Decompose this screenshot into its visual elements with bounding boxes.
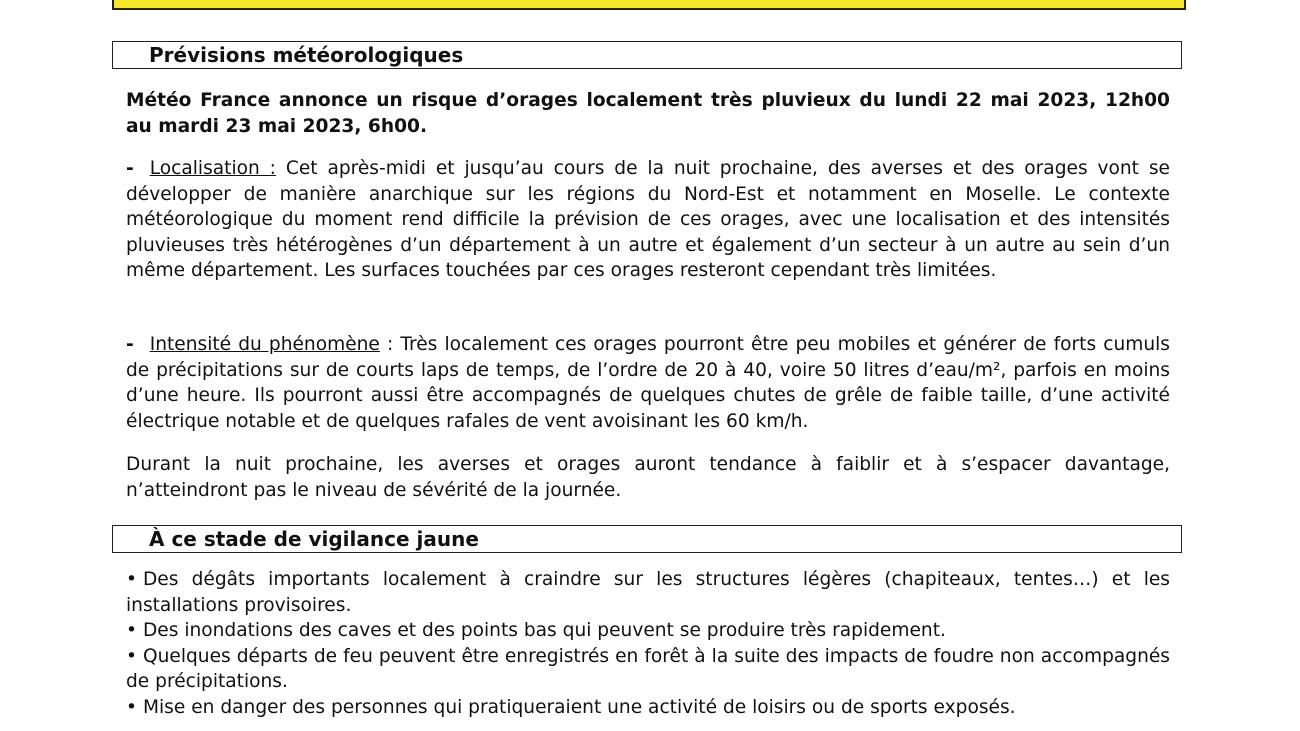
list-item: [126, 567, 1170, 618]
intensite-label: Intensité du phénomène: [149, 334, 380, 355]
list-item-text: Quelques départs de feu peuvent être enregistrés en forêt à la suite des impacts de foudre non accompagnés de précipitations.: [126, 645, 1170, 692]
list-item-text: Des inondations des caves et des points bas qui peuvent se produire très rapidement.: [142, 620, 946, 641]
localisation-text: Cet après-midi et jusqu’au cours de la nuit prochaine, des averses et des orages vont se développer de manière anarchique sur les régions du Nord-Est et notamment en Moselle. Le contexte météorologique du moment rend difficile la prévision de ces orages, avec une localisation et des intensités pluvieuses très hétérogènes d’un département à un autre et également d’un secteur à un autre au sein d’un même département. Les surfaces touchées par ces orages resteront cependant très limitées.: [126, 158, 1170, 281]
vigilance-section-title: À ce stade de vigilance jaune: [149, 527, 479, 551]
list-item: [126, 695, 1170, 721]
localisation-bullet: -: [126, 158, 134, 179]
vigilance-list: [126, 567, 1170, 720]
intensite-paragraph: [126, 332, 1170, 434]
bullet-icon: •: [126, 645, 137, 667]
forecast-intro: Météo France annonce un risque d’orages localement très pluvieux du lundi 22 mai 2023, 12h00 au mardi 23 mai 2023, 6h00.: [126, 90, 1170, 137]
bullet-icon: •: [126, 620, 137, 641]
bullet-icon: •: [126, 569, 137, 590]
vigilance-section-header: [112, 525, 1182, 553]
list-item: [126, 618, 1170, 644]
intensite-bullet: -: [126, 334, 134, 355]
localisation-paragraph: [126, 156, 1170, 284]
yellow-vigilance-banner: [112, 0, 1186, 10]
forecast-section-title: Prévisions météorologiques: [149, 43, 464, 67]
list-item-text: Mise en danger des personnes qui pratiqueraient une activité de loisirs ou de sports exposés.: [142, 696, 1016, 718]
night-paragraph: Durant la nuit prochaine, les averses et orages auront tendance à faiblir et à s’espacer davantage, n’atteindront pas le niveau de sévérité de la journée.: [126, 454, 1170, 501]
list-item: [126, 644, 1170, 695]
bullet-icon: •: [126, 696, 137, 718]
localisation-label: Localisation :: [149, 158, 276, 179]
list-item-text: Des dégâts importants localement à craindre sur les structures légères (chapiteaux, tentes…) et les installations provisoires.: [126, 569, 1170, 616]
intensite-text: : Très localement ces orages pourront être peu mobiles et générer de forts cumuls de précipitations sur de courts laps de temps, de l’ordre de 20 à 40, voire 50 litres d’eau/m², parfois en moins d’une heure. Ils pourront aussi être accompagnés de quelques chutes de grêle de faible taille, d’une activité électrique notable et de quelques rafales de vent avoisinant les 60 km/h.: [126, 334, 1170, 432]
forecast-section-header: [112, 41, 1182, 69]
